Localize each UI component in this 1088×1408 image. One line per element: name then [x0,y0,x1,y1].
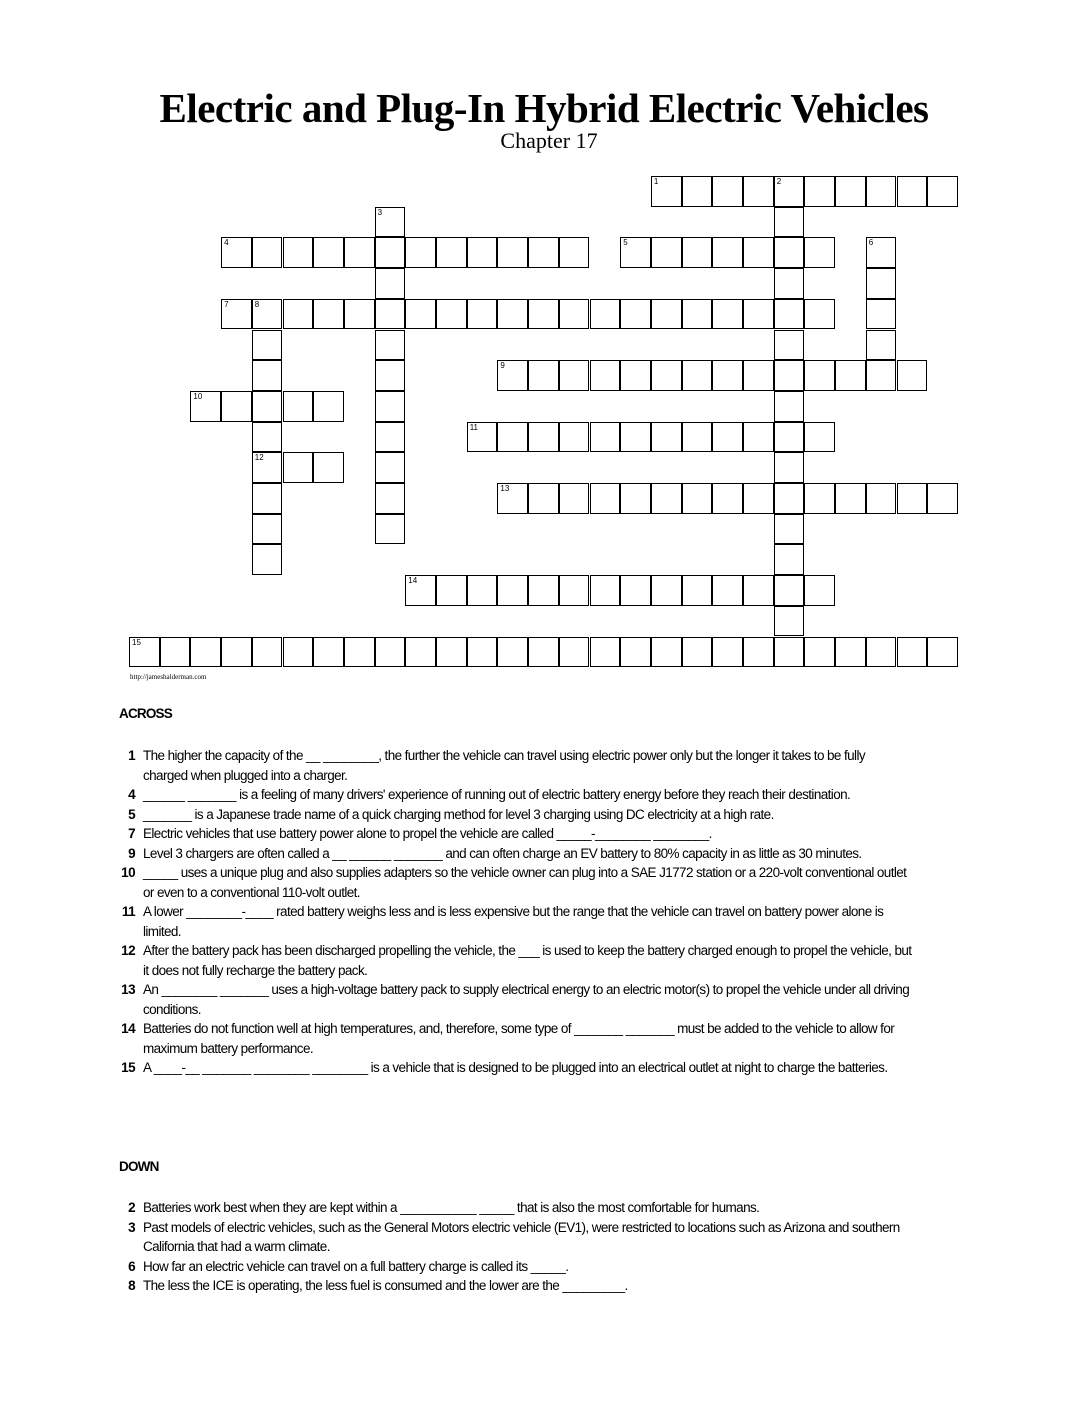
crossword-cell[interactable] [590,637,621,668]
crossword-cell[interactable] [774,483,805,514]
clue-number: 5 [128,806,135,822]
crossword-cell[interactable] [712,483,743,514]
crossword-cell[interactable] [252,391,283,422]
crossword-cell[interactable] [221,637,252,668]
crossword-cell[interactable] [620,299,651,330]
crossword-cell[interactable] [559,483,590,514]
crossword-cell[interactable] [651,360,682,391]
crossword-cell[interactable] [283,299,314,330]
clue-text: Batteries do not function well at high temperatures, and, therefore, some type of _______ _______ must be added to the vehicle to allow for maximum battery performance. [143,1021,895,1056]
clue-text: Level 3 chargers are often called a __ ______ _______ and can often charge an EV battery to 80% capacity in as little as 30 minutes. [143,845,862,861]
crossword-cell[interactable] [682,360,713,391]
crossword-cell[interactable] [712,422,743,453]
crossword-cell[interactable] [436,299,467,330]
cell-number: 11 [469,422,478,432]
cell-number: 4 [224,238,229,248]
crossword-cell[interactable] [712,575,743,606]
crossword-cell[interactable] [497,360,528,391]
crossword-cell[interactable] [804,237,835,268]
crossword-cell[interactable] [375,514,406,545]
crossword-cell[interactable] [221,391,252,422]
clue-item [112,1257,912,1277]
crossword-cell[interactable] [405,575,436,606]
crossword-cell[interactable] [774,268,805,299]
crossword-cell[interactable] [375,452,406,483]
down-heading: DOWN [119,1159,159,1174]
cell-number: 14 [408,576,418,586]
crossword-cell[interactable] [774,360,805,391]
crossword-cell[interactable] [804,483,835,514]
crossword-cell[interactable] [774,237,805,268]
crossword-cell[interactable] [559,237,590,268]
clue-text: A ____-__ _______ ________ ________ is a vehicle that is designed to be plugged into an electrical outlet at night to charge the batteries. [143,1060,888,1075]
crossword-cell[interactable] [927,483,958,514]
crossword-cell[interactable] [743,637,774,668]
crossword-cell[interactable] [774,422,805,453]
clue-text: _______ is a Japanese trade name of a quick charging method for level 3 charging using DC electricity at a high rate. [143,806,774,822]
crossword-cell[interactable] [313,237,344,268]
crossword-cell[interactable] [221,237,252,268]
page-subtitle: Chapter 17 [500,128,598,153]
crossword-cell[interactable] [497,483,528,514]
crossword-cell[interactable] [221,299,252,330]
crossword-cell[interactable] [313,391,344,422]
crossword-cell[interactable] [436,575,467,606]
page-title: Electric and Plug-In Hybrid Electric Vehicles [159,85,929,131]
crossword-cell[interactable] [682,299,713,330]
clue-item [112,1218,912,1257]
crossword-cell[interactable] [375,360,406,391]
crossword-cell[interactable] [344,299,375,330]
crossword-cell[interactable] [559,299,590,330]
crossword-cell[interactable] [252,483,283,514]
crossword-cell[interactable] [804,360,835,391]
cell-number: 15 [132,637,141,647]
crossword-cell[interactable] [405,299,436,330]
crossword-cell[interactable] [620,483,651,514]
clue-text: How far an electric vehicle can travel on a full battery charge is called its _____. [143,1258,569,1274]
crossword-cell[interactable] [774,391,805,422]
crossword-cell[interactable] [774,606,805,637]
crossword-cell[interactable] [866,483,897,514]
crossword-cell[interactable] [436,637,467,668]
crossword-cell[interactable] [804,422,835,453]
crossword-cell[interactable] [528,299,559,330]
clue-item [112,1198,912,1218]
crossword-cell[interactable] [651,176,682,207]
crossword-cell[interactable] [743,299,774,330]
crossword-cell[interactable] [620,422,651,453]
crossword-cell[interactable] [252,544,283,575]
cell-number: 9 [500,361,505,371]
cell-number: 2 [776,177,782,186]
cell-number: 12 [254,453,264,463]
crossword-cell[interactable] [497,237,528,268]
clue-number: 4 [128,787,135,802]
crossword-cell[interactable] [375,207,406,238]
crossword-cell[interactable] [804,176,835,207]
crossword-cell[interactable] [313,452,344,483]
crossword-cell[interactable] [774,299,805,330]
crossword-cell[interactable] [375,237,406,268]
crossword-cell[interactable] [375,330,406,361]
clue-item [112,824,912,844]
crossword-cell[interactable] [712,637,743,668]
crossword-cell[interactable] [620,637,651,668]
crossword-cell[interactable] [375,637,406,668]
crossword-cell[interactable] [866,637,897,668]
crossword-cell[interactable] [620,360,651,391]
crossword-cell[interactable] [375,299,406,330]
clue-number: 3 [128,1219,135,1235]
crossword-cell[interactable] [375,483,406,514]
crossword-cell[interactable] [743,176,774,207]
clue-number: 9 [128,845,135,861]
crossword-cell[interactable] [835,483,866,514]
crossword-cell[interactable] [927,637,958,668]
crossword-cell[interactable] [682,483,713,514]
cell-number: 3 [377,207,383,217]
clue-number: 15 [121,1060,135,1075]
crossword-cell[interactable] [528,237,559,268]
cell-number: 10 [193,391,203,401]
clue-item [112,1019,912,1058]
clue-item [112,1058,912,1078]
crossword-cell[interactable] [405,637,436,668]
crossword-cell[interactable] [252,299,283,330]
clue-item [112,746,912,785]
clue-number: 14 [121,1021,135,1036]
crossword-cell[interactable] [252,360,283,391]
cell-number: 7 [224,299,229,309]
crossword-cell[interactable] [804,575,835,606]
crossword-cell[interactable] [835,176,866,207]
crossword-cell[interactable] [682,575,713,606]
crossword-cell[interactable] [620,575,651,606]
crossword-cell[interactable] [897,360,928,391]
crossword-cell[interactable] [835,360,866,391]
crossword-cell[interactable] [866,237,897,268]
crossword-cell[interactable] [927,176,958,207]
clue-item [112,844,912,864]
crossword-cell[interactable] [252,330,283,361]
crossword-cell[interactable] [467,237,498,268]
crossword-cell[interactable] [774,207,805,238]
crossword-cell[interactable] [866,360,897,391]
crossword-cell[interactable] [835,637,866,668]
crossword-cell[interactable] [559,360,590,391]
clue-text: A lower ________-____ rated battery weighs less and is less expensive but the range that the vehicle can travel on battery power alone is limited. [143,904,884,939]
across-heading: ACROSS [119,706,172,721]
crossword-cell[interactable] [559,422,590,453]
crossword-cell[interactable] [774,637,805,668]
crossword-cell[interactable] [620,237,651,268]
crossword-cell[interactable] [651,575,682,606]
clue-item [112,941,912,980]
crossword-cell[interactable] [190,391,221,422]
crossword-cell[interactable] [774,452,805,483]
crossword-cell[interactable] [682,422,713,453]
clue-item [112,902,912,941]
crossword-cell[interactable] [375,268,406,299]
crossword-cell[interactable] [160,637,191,668]
crossword-cell[interactable] [866,176,897,207]
crossword-cell[interactable] [190,637,221,668]
clue-number: 6 [128,1258,135,1274]
crossword-cell[interactable] [129,637,160,668]
clue-text: An ________ _______ uses a high-voltage battery pack to supply electrical energy to an electric motor(s) to propel the vehicle under all driving conditions. [143,982,910,1017]
crossword-cell[interactable] [774,514,805,545]
crossword-cell[interactable] [651,637,682,668]
crossword-cell[interactable] [774,176,805,207]
crossword-cell[interactable] [712,176,743,207]
crossword-cell[interactable] [590,422,621,453]
crossword-cell[interactable] [375,422,406,453]
crossword-cell[interactable] [528,483,559,514]
crossword-cell[interactable] [712,299,743,330]
crossword-cell[interactable] [590,575,621,606]
crossword-cell[interactable] [252,422,283,453]
crossword-cell[interactable] [897,483,928,514]
cell-number: 8 [254,299,260,309]
clue-item [112,805,912,825]
clue-item [112,980,912,1019]
crossword-cell[interactable] [682,176,713,207]
crossword-cell[interactable] [712,360,743,391]
crossword-cell[interactable] [590,299,621,330]
clue-item [112,863,912,902]
clue-item [112,1276,912,1296]
clue-number: 12 [121,943,135,958]
crossword-cell[interactable] [252,637,283,668]
cell-number: 6 [868,238,874,248]
crossword-cell[interactable] [252,452,283,483]
clue-text: ______ _______ is a feeling of many drivers' experience of running out of electric battery energy before they reach their destination. [143,787,851,802]
crossword-cell[interactable] [804,299,835,330]
crossword-cell[interactable] [528,575,559,606]
clue-number: 13 [121,982,135,997]
crossword-cell[interactable] [467,299,498,330]
crossword-cell[interactable] [497,575,528,606]
crossword-cell[interactable] [313,299,344,330]
crossword-cell[interactable] [375,391,406,422]
crossword-cell[interactable] [897,637,928,668]
cell-number: 13 [500,484,510,493]
clue-text: The less the ICE is operating, the less fuel is consumed and the lower are the _________. [143,1278,628,1293]
crossword-cell[interactable] [252,237,283,268]
down-clue-list [112,1198,912,1296]
across-clue-list [112,746,912,1078]
crossword-cell[interactable] [774,330,805,361]
crossword-cell[interactable] [651,422,682,453]
crossword-cell[interactable] [590,483,621,514]
crossword-cell[interactable] [467,422,498,453]
clue-text: Batteries work best when they are kept within a ___________ _____ that is also the most comfortable for humans. [143,1200,760,1215]
crossword-cell[interactable] [866,299,897,330]
clue-item [112,785,912,805]
crossword-cell[interactable] [559,575,590,606]
clue-number: 1 [128,748,135,763]
crossword-cell[interactable] [344,237,375,268]
crossword-cell[interactable] [682,637,713,668]
crossword-cell[interactable] [743,360,774,391]
clue-text: Past models of electric vehicles, such as the General Motors electric vehicle (EV1), were restricted to locations such as Arizona and southern California that had a warm climate. [143,1219,900,1254]
cell-number: 1 [653,177,659,186]
crossword-cell[interactable] [467,637,498,668]
crossword-cell[interactable] [283,237,314,268]
clue-number: 8 [128,1278,135,1293]
crossword-cell[interactable] [497,637,528,668]
cell-number: 5 [623,238,628,248]
crossword-cell[interactable] [559,637,590,668]
crossword-cell[interactable] [590,360,621,391]
crossword-cell[interactable] [743,483,774,514]
crossword-cell[interactable] [528,360,559,391]
crossword-cell[interactable] [313,637,344,668]
crossword-cell[interactable] [804,637,835,668]
crossword-cell[interactable] [866,330,897,361]
crossword-cell[interactable] [774,575,805,606]
crossword-cell[interactable] [436,237,467,268]
crossword-cell[interactable] [651,237,682,268]
clue-text: The higher the capacity of the __ ________, the further the vehicle can travel using electric power only but the longer it takes to be fully charged when plugged into a charger. [143,748,865,783]
crossword-cell[interactable] [743,575,774,606]
crossword-cell[interactable] [344,637,375,668]
crossword-cell[interactable] [712,237,743,268]
clue-number: 10 [121,865,135,880]
crossword-cell[interactable] [283,637,314,668]
crossword-cell[interactable] [497,299,528,330]
crossword-cell[interactable] [774,544,805,575]
clue-text: _____ uses a unique plug and also supplies adapters so the vehicle owner can plug into a SAE J1772 station or a 220-volt conventional outlet or even to a conventional 110-volt outlet. [143,865,907,900]
crossword-cell[interactable] [743,237,774,268]
crossword-cell[interactable] [497,422,528,453]
crossword-cell[interactable] [405,237,436,268]
crossword-cell[interactable] [682,237,713,268]
crossword-cell[interactable] [252,514,283,545]
crossword-cell[interactable] [651,483,682,514]
crossword-cell[interactable] [528,422,559,453]
crossword-cell[interactable] [866,268,897,299]
source-url: http://jameshalderman.com [130,673,207,681]
crossword-cell[interactable] [528,637,559,668]
crossword-cell[interactable] [651,299,682,330]
clue-text: After the battery pack has been discharged propelling the vehicle, the ___ is used to keep the battery charged enough to propel the vehicle, but it does not fully recharge the battery pack. [143,943,912,978]
clue-number: 7 [128,826,135,841]
crossword-cell[interactable] [897,176,928,207]
crossword-cell[interactable] [283,391,314,422]
crossword-cell[interactable] [467,575,498,606]
clue-text: Electric vehicles that use battery power alone to propel the vehicle are called _____-________ ________. [143,826,712,841]
crossword-cell[interactable] [283,452,314,483]
crossword-cell[interactable] [743,422,774,453]
clue-number: 2 [128,1200,135,1215]
clue-number: 11 [121,904,135,919]
